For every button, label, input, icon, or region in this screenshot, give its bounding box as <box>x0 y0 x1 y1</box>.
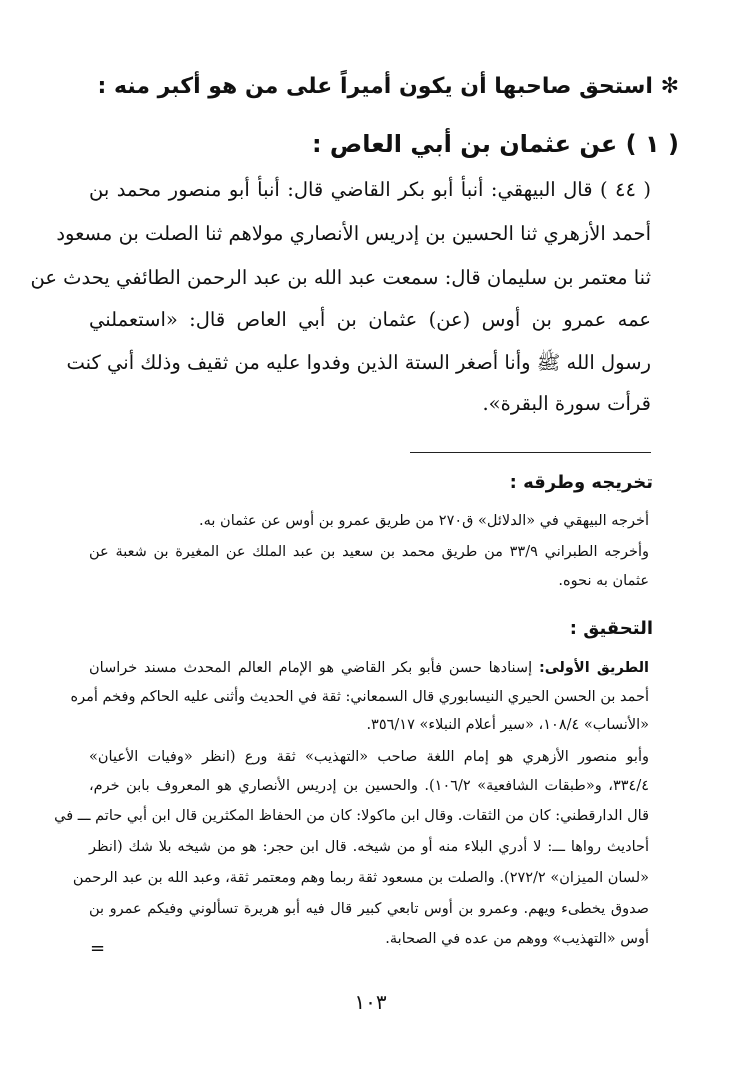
tahqiq-line: قال الدارقطني: كان من الثقات. وقال ابن ماكولا: كان من الحفاظ المكثرين قال ابن أبي حاتم ـــ في <box>54 808 649 824</box>
subsection-heading: ( ١ ) عن عثمان بن أبي العاص : <box>311 130 679 158</box>
tahqiq-line: صدوق يخطىء ويهم. وعمرو بن أوس تابعي كبير قال فيه أبو هريرة تسألوني وفيكم عمرو بن <box>89 901 649 917</box>
continuation-mark: = <box>90 938 106 959</box>
hadith-line: قرأت سورة البقرة». <box>482 392 651 415</box>
hadith-line: رسول الله ﷺ وأنا أصغر الستة الذين وفدوا عليه من ثقيف وذلك أني كنت <box>66 351 651 374</box>
tahqiq-line: أحاديث رواها ـــ: لا أدري البلاء منه أو من شيخه. قال ابن حجر: هو من شيخه بلا شك (انظر <box>89 839 649 855</box>
takhrij-line: عثمان به نحوه. <box>558 573 649 589</box>
tahqiq-line: أوس «التهذيب» ووهم من عده في الصحابة. <box>385 931 649 947</box>
tahqiq-line-text: إسنادها حسن فأبو بكر القاضي هو الإمام العالم المحدث مسند خراسان <box>89 660 533 676</box>
tahqiq-line: أحمد بن الحسن الحيري النيسابوري قال السمعاني: ثقة في الحديث وأثنى عليه الحاكم وفخم أمره <box>70 689 649 705</box>
hadith-line: أحمد الأزهري ثنا الحسين بن إدريس الأنصاري مولاهم ثنا الصلت بن مسعود <box>56 222 651 245</box>
hadith-line: ثنا معتمر بن سليمان قال: سمعت عبد الله بن عبد الرحمن الطائفي يحدث عن <box>30 266 651 289</box>
section-heading: ✻ استحق صاحبها أن يكون أميراً على من هو أكبر منه : <box>97 74 679 99</box>
takhrij-title: تخريجه وطرقه : <box>509 472 653 493</box>
takhrij-line: وأخرجه الطبراني ٣٣/٩ من طريق محمد بن سعيد بن عبد الملك عن المغيرة بن شعبة عن <box>89 544 649 560</box>
tahqiq-line <box>89 660 649 676</box>
hadith-line: عمه عمرو بن أوس (عن) عثمان بن أبي العاص قال: «استعملني <box>89 308 651 331</box>
separator-rule <box>410 452 651 453</box>
first-route-label: الطريق الأولى: <box>538 660 650 676</box>
takhrij-line: أخرجه البيهقي في «الدلائل» ق٢٧٠ من طريق عمرو بن أوس عن عثمان به. <box>199 513 649 529</box>
tahqiq-line: وأبو منصور الأزهري هو إمام اللغة صاحب «التهذيب» ثقة ورع (انظر «وفيات الأعيان» <box>89 749 649 765</box>
page-number: ١٠٣ <box>354 990 387 1014</box>
hadith-line: ( ٤٤ ) قال البيهقي: أنبأ أبو بكر القاضي قال: أنبأ أبو منصور محمد بن <box>89 178 652 201</box>
tahqiq-line: ٣٣٤/٤، و«طبقات الشافعية» ١٠٦/٢). والحسين بن إدريس الأنصاري هو المعروف بابن خرم، <box>89 778 649 794</box>
tahqiq-line: «الأنساب» ١٠٨/٤، «سير أعلام النبلاء» ٣٥٦/١٧. <box>366 717 649 733</box>
tahqiq-title: التحقيق : <box>569 618 653 639</box>
tahqiq-line: «لسان الميزان» ٢٧٢/٢). والصلت بن مسعود ثقة ربما وهم ومعتمر ثقة، وعبد الله بن عبد الرحمن <box>72 870 649 886</box>
